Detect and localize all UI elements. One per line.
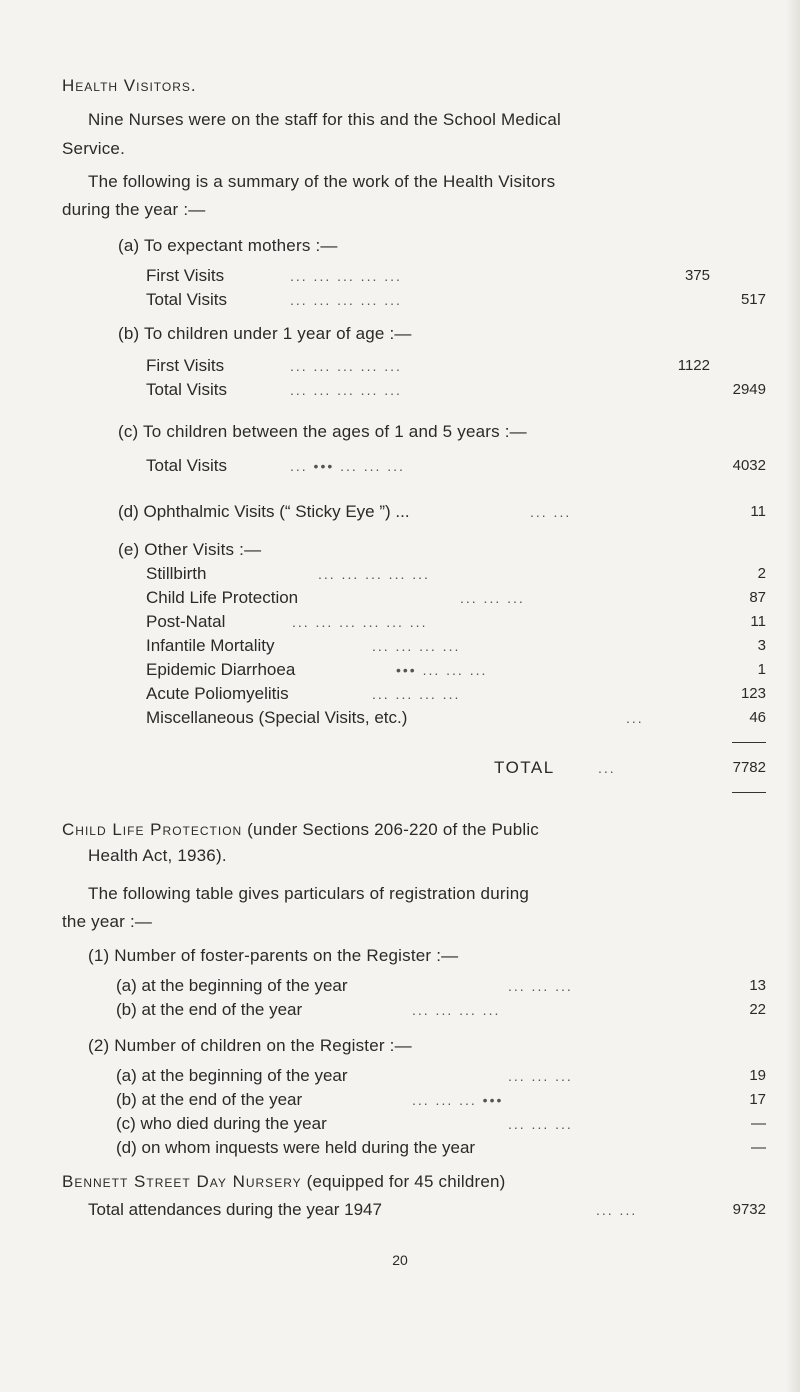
table-row	[0, 380, 800, 402]
paragraph-line: Health Act, 1936).	[88, 846, 227, 865]
dot-leader: ... ... ... ...	[412, 1002, 501, 1018]
dot-leader: ... ... ...	[508, 1068, 573, 1084]
dot-leader: ... ...	[596, 1202, 638, 1218]
row-value: 3	[757, 637, 766, 654]
dot-leader: ... ... ... ...	[372, 686, 461, 702]
subsection-heading: (a) To expectant mothers :—	[118, 236, 338, 255]
table-row	[0, 502, 800, 524]
total-label: TOTAL	[494, 758, 555, 777]
page-edge-shadow	[786, 0, 800, 1392]
row-label: Infantile Mortality	[146, 636, 275, 655]
paragraph-line: Service.	[62, 139, 126, 158]
dot-leader: ••• ... ... ...	[396, 662, 488, 678]
row-value: 375	[684, 267, 710, 284]
row-label: (d) on whom inquests were held during the year	[116, 1138, 476, 1157]
row-label: Total attendances during the year 1947	[88, 1200, 382, 1219]
row-label: First Visits	[146, 266, 225, 285]
row-label: (a) at the beginning of the year	[116, 976, 348, 995]
section-heading-bennett-street	[62, 1172, 506, 1192]
row-value: 17	[749, 1091, 766, 1108]
table-row	[0, 1066, 800, 1088]
row-label: (b) at the end of the year	[116, 1090, 303, 1109]
paragraph-line: the year :—	[62, 912, 153, 931]
row-value: 4032	[732, 457, 766, 474]
row-value: 13	[749, 977, 766, 994]
subsection-heading: (1) Number of foster-parents on the Register :—	[88, 946, 459, 965]
row-label: (c) who died during the year	[116, 1114, 327, 1133]
dot-leader: ... ... ... ... ... ...	[292, 614, 428, 630]
section-heading-child-life-protection	[62, 820, 539, 840]
row-label: Post-Natal	[146, 612, 226, 631]
dot-leader: ...	[626, 710, 644, 726]
table-row	[0, 660, 800, 682]
row-label: Total Visits	[146, 456, 227, 475]
dot-leader: ... ... ... ...	[372, 638, 461, 654]
dot-leader: ... ... ...	[508, 978, 573, 994]
table-row	[0, 976, 800, 998]
table-row	[0, 1200, 800, 1222]
table-row	[0, 290, 800, 312]
row-label: (b) at the end of the year	[116, 1000, 303, 1019]
dot-leader: ... ... ... ... ...	[290, 268, 402, 284]
row-value: 517	[740, 291, 766, 308]
dot-leader: ... ... ... •••	[412, 1092, 504, 1108]
row-value: 1	[757, 661, 766, 678]
row-value: 22	[749, 1001, 766, 1018]
row-label: Total Visits	[146, 290, 227, 309]
row-label: Child Life Protection	[146, 588, 299, 607]
dot-leader: ... ... ...	[508, 1116, 573, 1132]
paragraph-line: The following table gives particulars of registration during	[88, 884, 530, 903]
total-value: 7782	[732, 759, 766, 776]
dot-leader: ... ... ... ... ...	[290, 382, 402, 398]
sum-rule	[732, 742, 766, 743]
row-value: —	[751, 1115, 766, 1132]
dot-leader: ... ...	[530, 504, 572, 520]
table-row	[0, 612, 800, 634]
paragraph-line: The following is a summary of the work of the Health Visitors	[88, 172, 556, 191]
paragraph-line: Nine Nurses were on the staff for this and the School Medical	[88, 110, 562, 129]
row-value: 9732	[732, 1201, 766, 1218]
table-row	[0, 564, 800, 586]
row-value: 1122	[677, 357, 710, 374]
total-rule	[732, 792, 766, 793]
row-value: 123	[740, 685, 766, 702]
dot-leader: ... ... ... ... ...	[290, 358, 402, 374]
paragraph-line: during the year :—	[62, 200, 206, 219]
dot-leader: ... ... ...	[460, 590, 525, 606]
row-value: 87	[749, 589, 766, 606]
dot-leader: ...	[598, 760, 616, 776]
row-value: 11	[750, 503, 766, 520]
row-value: 11	[750, 613, 766, 630]
row-label: First Visits	[146, 356, 225, 375]
row-value: 19	[749, 1067, 766, 1084]
row-label: Miscellaneous (Special Visits, etc.)	[146, 708, 408, 727]
section-heading-health-visitors: Health Visitors.	[62, 76, 197, 95]
subsection-heading: (2) Number of children on the Register :—	[88, 1036, 412, 1055]
table-row	[0, 636, 800, 658]
row-label: Acute Poliomyelitis	[146, 684, 289, 703]
row-value: 46	[749, 709, 766, 726]
table-row	[0, 356, 800, 378]
row-label: (d) Ophthalmic Visits (“ Sticky Eye ”) ...	[118, 502, 410, 521]
row-label: Stillbirth	[146, 564, 207, 583]
table-row	[0, 708, 800, 730]
dot-leader: ... ... ... ... ...	[318, 566, 430, 582]
dot-leader: ... ••• ... ... ...	[290, 458, 405, 474]
table-row	[0, 684, 800, 706]
table-row	[0, 588, 800, 610]
section-heading-note: (under Sections 206-220 of the Public	[247, 820, 539, 839]
section-heading-text: Bennett Street Day Nursery	[62, 1172, 302, 1191]
total-row	[0, 758, 800, 780]
row-value: 2949	[732, 381, 766, 398]
table-row	[0, 456, 800, 478]
row-label: (a) at the beginning of the year	[116, 1066, 348, 1085]
section-heading-text: Child Life Protection	[62, 820, 243, 839]
dot-leader: ... ... ... ... ...	[290, 292, 402, 308]
row-label: Epidemic Diarrhoea	[146, 660, 296, 679]
table-row	[0, 266, 800, 288]
table-row	[0, 1114, 800, 1136]
row-value: —	[751, 1139, 766, 1156]
page-number: 20	[392, 1252, 408, 1268]
row-value: 2	[757, 565, 766, 582]
row-label: Total Visits	[146, 380, 227, 399]
table-row	[0, 1138, 800, 1160]
table-row	[0, 1000, 800, 1022]
subsection-heading: (e) Other Visits :—	[118, 540, 262, 559]
subsection-heading: (b) To children under 1 year of age :—	[118, 324, 412, 343]
section-heading-note: (equipped for 45 children)	[306, 1172, 506, 1191]
table-row	[0, 1090, 800, 1112]
subsection-heading: (c) To children between the ages of 1 and 5 years :—	[118, 422, 527, 441]
